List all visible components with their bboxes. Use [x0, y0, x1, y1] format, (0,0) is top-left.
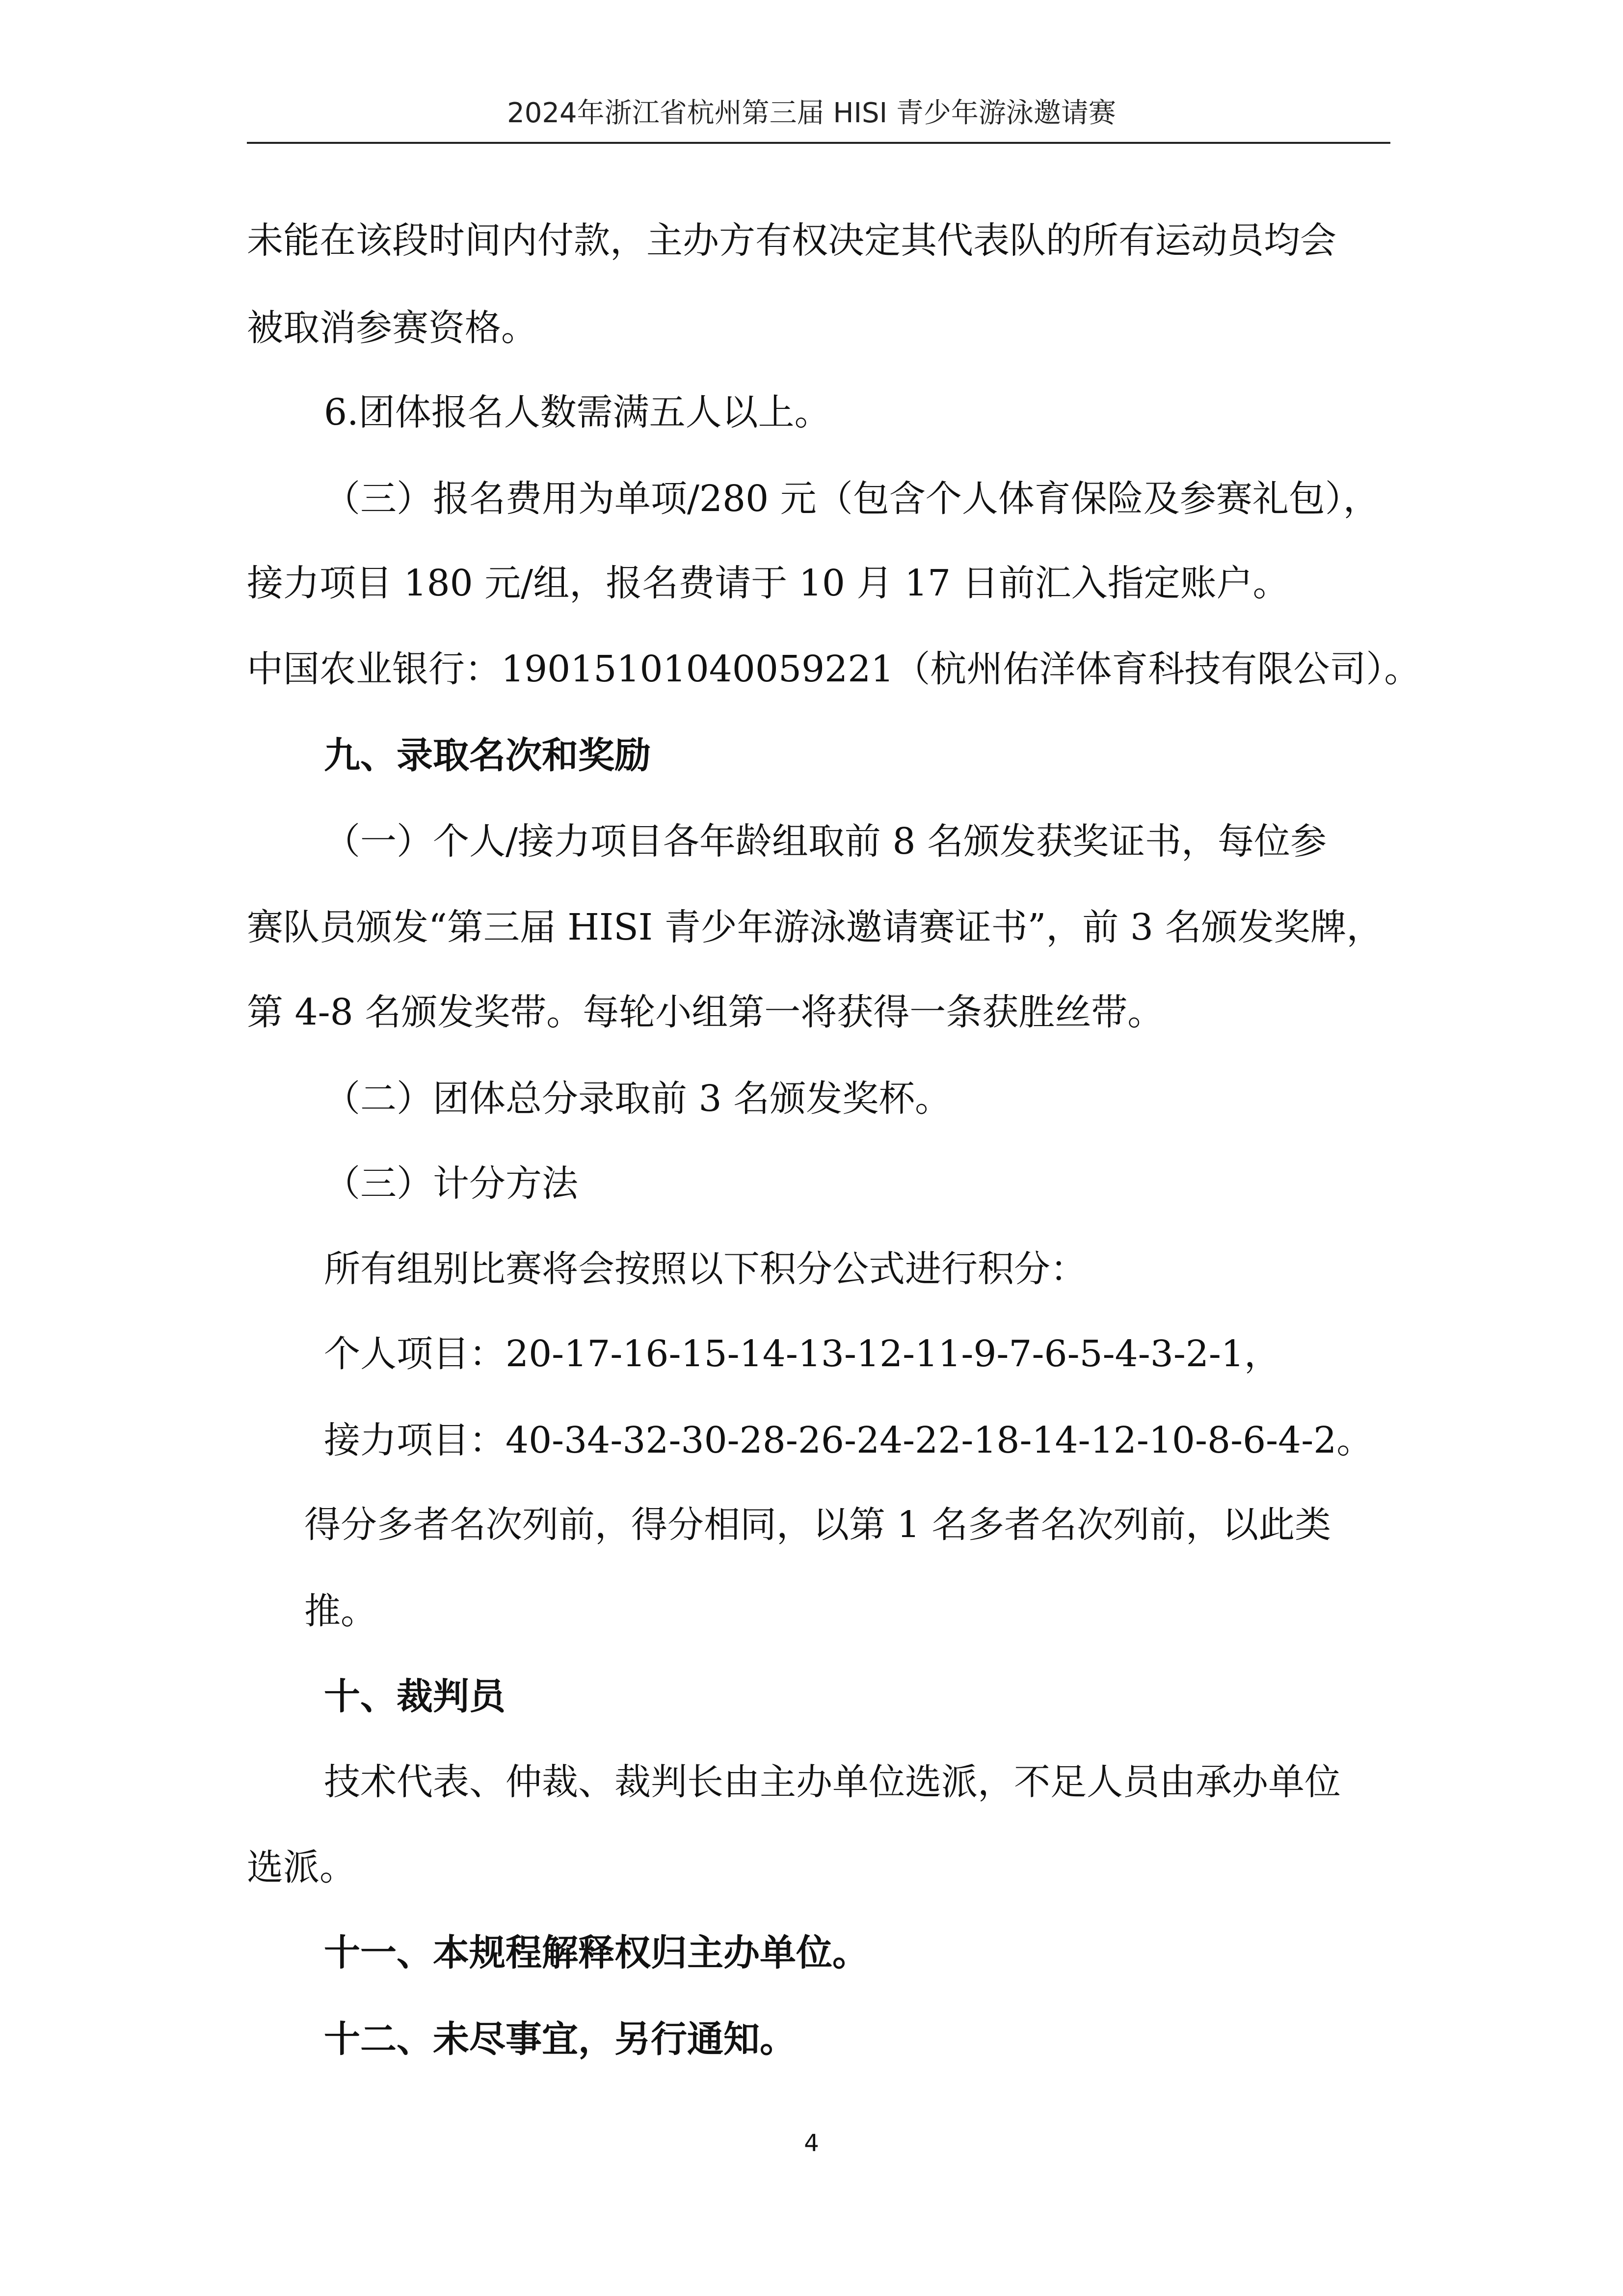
section-heading-9: 九、录取名次和奖励 — [324, 734, 651, 777]
paragraph-line: 选派。 — [247, 1846, 356, 1889]
paragraph-line: 技术代表、仲裁、裁判长由主办单位选派，不足人员由承办单位 — [324, 1761, 1341, 1803]
paragraph-line: 被取消参赛资格。 — [247, 307, 537, 349]
paragraph-line: 中国农业银行：19015101040059221（杭州佑洋体育科技有限公司）。 — [247, 648, 1421, 690]
paragraph-line: （三）报名费用为单项/280 元（包含个人体育保险及参赛礼包）， — [324, 478, 1380, 520]
paragraph-line: 未能在该段时间内付款，主办方有权决定其代表队的所有运动员均会 — [247, 219, 1336, 262]
paragraph-line: 接力项目：40-34-32-30-28-26-24-22-18-14-12-10-8-6-4-2。 — [324, 1419, 1373, 1461]
paragraph-line: （一）个人/接力项目各年龄组取前 8 名颁发获奖证书，每位参 — [324, 820, 1327, 863]
paragraph-line: 接力项目 180 元/组，报名费请于 10 月 17 日前汇入指定账户。 — [247, 562, 1289, 604]
paragraph-line: 推。 — [304, 1590, 377, 1632]
section-heading-11: 十一、本规程解释权归主办单位。 — [324, 1932, 869, 1974]
paragraph-line: （二）团体总分录取前 3 名颁发奖杯。 — [324, 1078, 952, 1120]
paragraph-line: 得分多者名次列前，得分相同，以第 1 名多者名次列前，以此类 — [304, 1504, 1331, 1546]
section-heading-12: 十二、未尽事宜，另行通知。 — [324, 2018, 796, 2060]
paragraph-line: 个人项目：20-17-16-15-14-13-12-11-9-7-6-5-4-3-2-1， — [324, 1333, 1281, 1375]
page-header-title: 2024年浙江省杭州第三届 HISI 青少年游泳邀请赛 — [507, 97, 1116, 129]
paragraph-line: 赛队员颁发“第三届 HISI 青少年游泳邀请赛证书”，前 3 名颁发奖牌， — [247, 906, 1383, 948]
paragraph-line: 6.团体报名人数需满五人以上。 — [324, 391, 831, 433]
paragraph-line: （三）计分方法 — [324, 1162, 578, 1205]
section-heading-10: 十、裁判员 — [324, 1675, 506, 1718]
paragraph-line: 所有组别比赛将会按照以下积分公式进行积分： — [324, 1248, 1087, 1290]
paragraph-line: 第 4-8 名颁发奖带。每轮小组第一将获得一条获胜丝带。 — [247, 991, 1164, 1033]
header-divider — [247, 142, 1390, 144]
page-number: 4 — [804, 2130, 819, 2157]
